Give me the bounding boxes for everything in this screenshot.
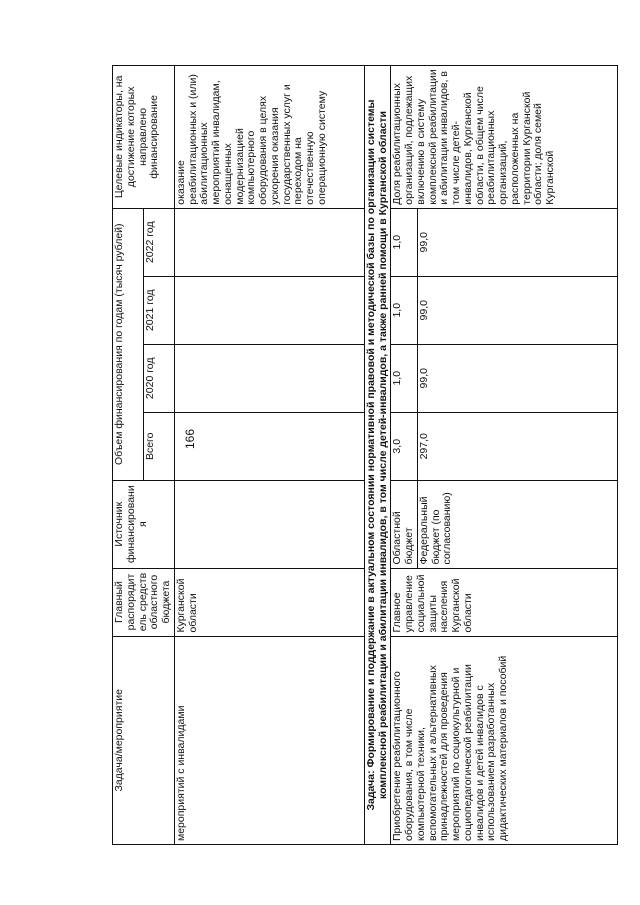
- header-task: Задача/мероприятие: [113, 636, 175, 844]
- rotated-table-page: [112, 65, 612, 845]
- task-cell: мероприятий с инвалидами: [174, 636, 364, 844]
- header-volume: Объем финансирования по годам (тысяч рублей): [113, 208, 144, 480]
- manager-cell: Главное управление социальной защиты населения Курганской области: [391, 568, 618, 636]
- page-number: 166: [183, 428, 197, 450]
- indicator-cell: Доля реабилитационных организаций, подлежащих включению в систему комплексной реабилитации и абилитации инвалидов, в том числе детей-инвалидов, Курганской области, в общем числе реабилитационных организаций, расположенных на территории Курганской области; доля семей Курганской: [391, 66, 618, 209]
- manager-cell: Курганской области: [174, 568, 364, 636]
- header-2021: 2021 год: [143, 276, 174, 344]
- header-manager: Главный распорядитель средств областного бюджета: [113, 568, 175, 636]
- header-2020: 2020 год: [143, 344, 174, 412]
- header-total: Всего: [143, 412, 174, 480]
- value-2020-cell: 1,0: [391, 344, 418, 412]
- value-2020-cell: 99,0: [417, 344, 617, 412]
- header-indicators: Целевые индикаторы, на достижение которых направлено финансирование: [113, 66, 175, 209]
- header-row: [113, 66, 144, 845]
- indicator-cell: оказание реабилитационных и (или) абилитационных мероприятий инвалидам, оснащенных модернизацией компьютерного оборудования в целях ускорения оказания государственных услуг и переходом на отечественную операционную систему: [174, 66, 364, 209]
- financing-table: [112, 65, 618, 845]
- value-2022-cell: 1,0: [391, 208, 418, 276]
- total-cell: 3,0: [391, 412, 418, 480]
- header-source: Источник финансирования: [113, 480, 175, 568]
- task-cell: Приобретение реабилитационного оборудования, в том числе компьютерной техники, вспомогательных и альтернативных принадлежностей для проведения мероприятий по социокультурной и социопедагогической реабилитации инвалидов и детей инвалидов с использованием разработанных дидактических материалов и пособий: [391, 636, 618, 844]
- value-2021-cell: 99,0: [417, 276, 617, 344]
- section-title: Задача: Формирование и поддержание в актуальном состоянии нормативной правовой и методической базы по организации системы комплексной реабилитации и абилитации инвалидов, в том числе детей-инвалидов, а также ранней помощи в Курганской области: [364, 66, 391, 845]
- value-2021-cell: 1,0: [391, 276, 418, 344]
- value-2022-cell: 99,0: [417, 208, 617, 276]
- header-2022: 2022 год: [143, 208, 174, 276]
- source-cell: Федеральный бюджет (по согласованию): [417, 480, 617, 568]
- source-cell: Областной бюджет: [391, 480, 418, 568]
- table-row: [391, 66, 418, 845]
- section-row: [364, 66, 391, 845]
- table-row: [174, 66, 364, 845]
- total-cell: 297,0: [417, 412, 617, 480]
